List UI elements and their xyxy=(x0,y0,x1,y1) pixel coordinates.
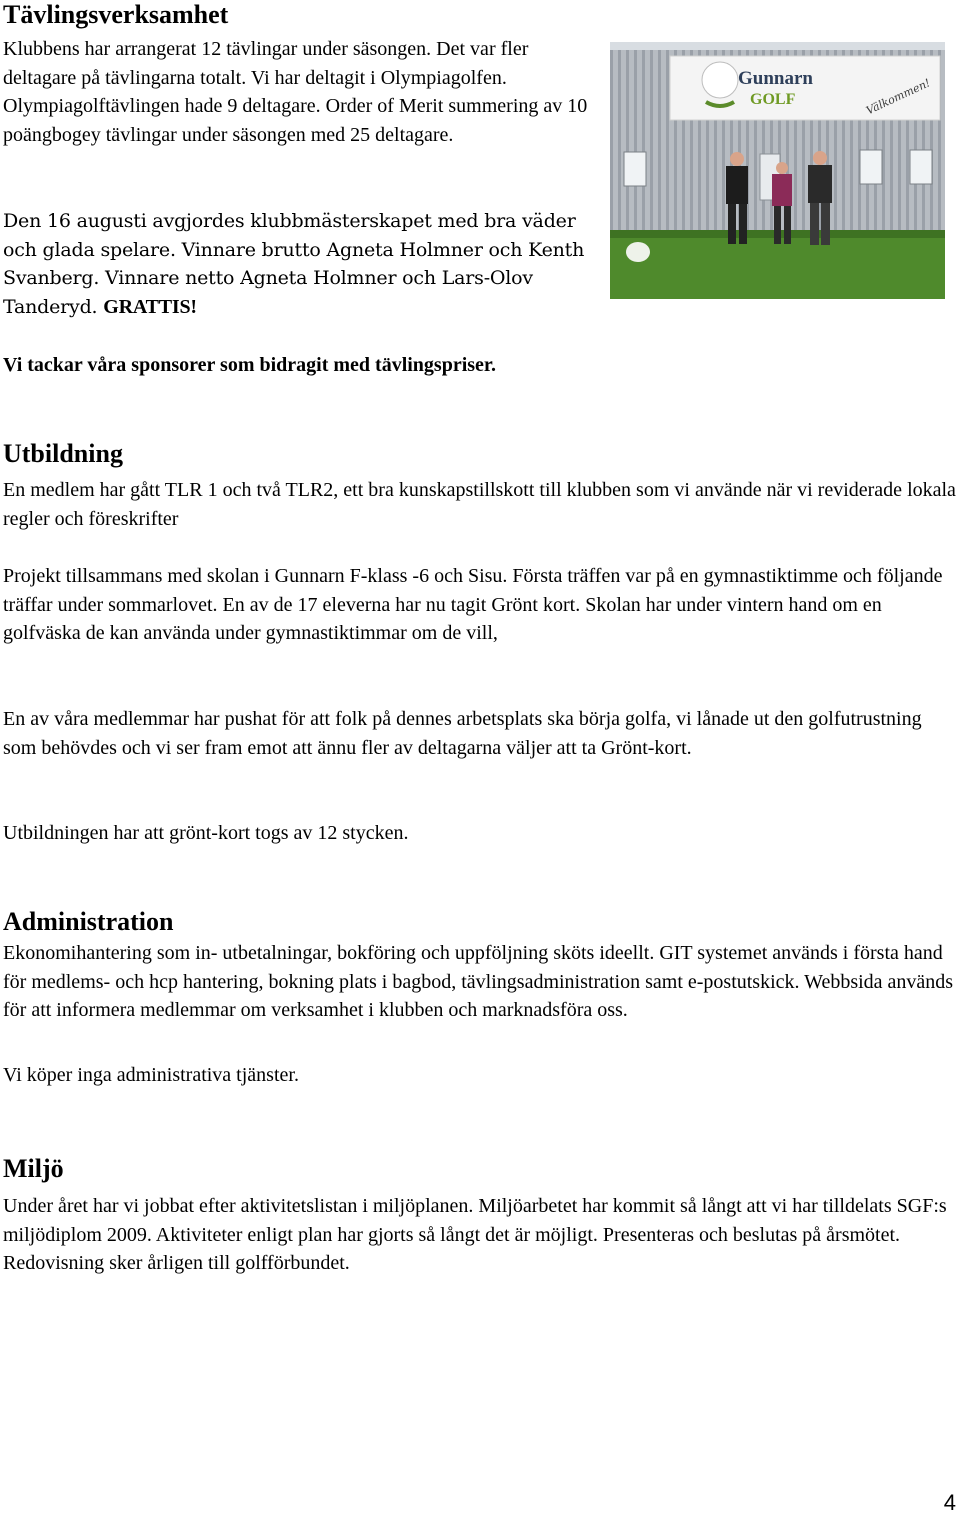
tavling-paragraph-2 xyxy=(3,207,588,322)
sign-text-valkommen: Välkommen! xyxy=(864,76,933,118)
tavling-paragraph-2-text: Den 16 augusti avgjordes klubbmästerskapet med bra väder och glada spelare. Vinnare brutto Agneta Holmner och Kenth Svanberg. Vinnare netto Agneta Holmner och Lars-Olov Tanderyd. xyxy=(3,210,585,319)
gratulation-text: GRATTIS! xyxy=(103,296,197,319)
section-heading-miljo: Miljö xyxy=(3,1154,64,1183)
section-heading-utbildning: Utbildning xyxy=(3,439,123,468)
tavling-paragraph-1: Klubbens har arrangerat 12 tävlingar under säsongen. Det var fler deltagare på tävlingarna totalt. Vi har deltagit i Olympiagolfen. Olympiagolftävlingen hade 9 deltagare. Order of Merit summering av 10 poängbogey tävlingar under säsongen med 25 deltagare. xyxy=(3,38,588,147)
utbildning-paragraph-4: Utbildningen har att grönt-kort togs av 12 stycken. xyxy=(3,822,409,844)
page-number: 4 xyxy=(943,1490,956,1515)
utbildning-paragraph-3: En av våra medlemmar har pushat för att folk på dennes arbetsplats ska börja golfa, vi lånade ut den golfutrustning som behövdes och vi ser fram emot att ännu fler av deltagarna väljer att ta Grönt-kort. xyxy=(3,708,922,759)
miljo-paragraph-1: Under året har vi jobbat efter aktivitetslistan i miljöplanen. Miljöarbetet har kommit så långt att vi har tilldelats SGF:s miljödiplom 2009. Aktiviteter enligt plan har gjorts så långt det är möjligt. Presenteras och beslutas på årsmötet. Redovisning sker årligen till golfförbundet. xyxy=(3,1195,947,1275)
utbildning-paragraph-2: Projekt tillsammans med skolan i Gunnarn F-klass -6 och Sisu. Första träffen var på en gymnastiktimme och följande träffar under sommarlovet. En av de 17 eleverna har nu tagit Grönt kort. Skolan har under vintern hand om en golfväska de kan använda under gymnastiktimmar om de vill, xyxy=(3,565,943,645)
club-photo xyxy=(610,42,945,299)
utbildning-paragraph-1: En medlem har gått TLR 1 och två TLR2, ett bra kunskapstillskott till klubben som vi använde när vi reviderade lokala regler och föreskrifter xyxy=(3,479,956,530)
administration-paragraph-2: Vi köper inga administrativa tjänster. xyxy=(3,1064,299,1086)
sign-text-golf: GOLF xyxy=(750,91,796,108)
section-heading-tavlingsverksamhet: Tävlingsverksamhet xyxy=(3,0,229,29)
section-heading-administration: Administration xyxy=(3,907,174,936)
sponsor-thanks: Vi tackar våra sponsorer som bidragit med tävlingspriser. xyxy=(3,354,496,376)
club-photo-illustration xyxy=(610,42,945,299)
sign-text-gunnarn: Gunnarn xyxy=(738,68,813,89)
administration-paragraph-1: Ekonomihantering som in- utbetalningar, bokföring och uppföljning sköts ideellt. GIT systemet används i första hand för medlems- och hcp hantering, bokning plats i bagbod, tävlingsadministration samt e-postutskick. Webbsida används för att informera medlemmar om verksamhet i klubben och marknadsföra oss. xyxy=(3,942,954,1022)
